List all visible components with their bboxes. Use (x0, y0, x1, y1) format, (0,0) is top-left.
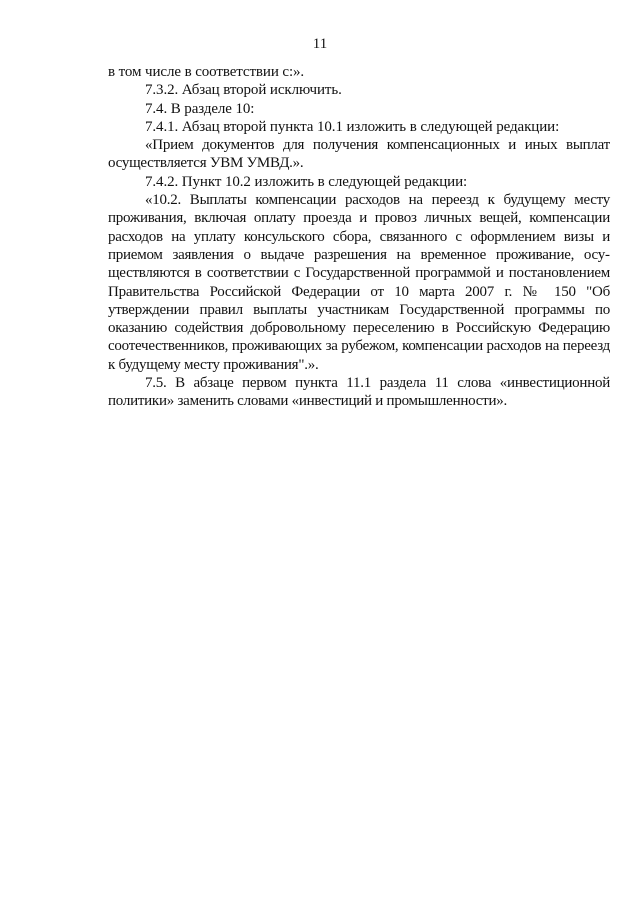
paragraph-7-5: 7.5. В абзаце первом пункта 11.1 раздела 11 слова «инвестиционной политики» заменить словами «инвестиций и промышленности». (108, 375, 610, 410)
paragraph-quote-10-2: «10.2. Выплаты компенсации расходов на переезд к будущему месту проживания, включая оплату проезда и провоз личных вещей, компенсации расходов на уплату консульского сбора, связанного с оформлением визы и приемом заявления о выдаче разрешения на временное проживание, осуществляются в соответствии с Государственной программой и постановлением Правительства Российской Федерации от 10 марта 2007 г. № 150 "Об утверждении правил выплаты участникам Государственной программы по оказанию содействия добровольному переселению в Российскую Федерацию соотечественников, проживающих за рубежом, компенсации расходов на переезд к будущему месту проживания".». (108, 192, 610, 373)
paragraph-7-4: 7.4. В разделе 10: (145, 100, 255, 117)
paragraph-7-3-2: 7.3.2. Абзац второй исключить. (145, 82, 342, 99)
paragraph-quote-10-1: «Прием документов для получения компенсационных и иных выплат осуществляется УВМ УМВД.». (108, 137, 610, 172)
paragraph-continuation: в том числе в соответствии с:». (108, 64, 305, 80)
paragraph-7-4-2: 7.4.2. Пункт 10.2 изложить в следующей редакции: (145, 173, 468, 190)
paragraph-7-4-1: 7.4.1. Абзац второй пункта 10.1 изложить в следующей редакции: (145, 118, 560, 135)
document-body (108, 63, 610, 411)
page-number: 11 (312, 36, 328, 52)
